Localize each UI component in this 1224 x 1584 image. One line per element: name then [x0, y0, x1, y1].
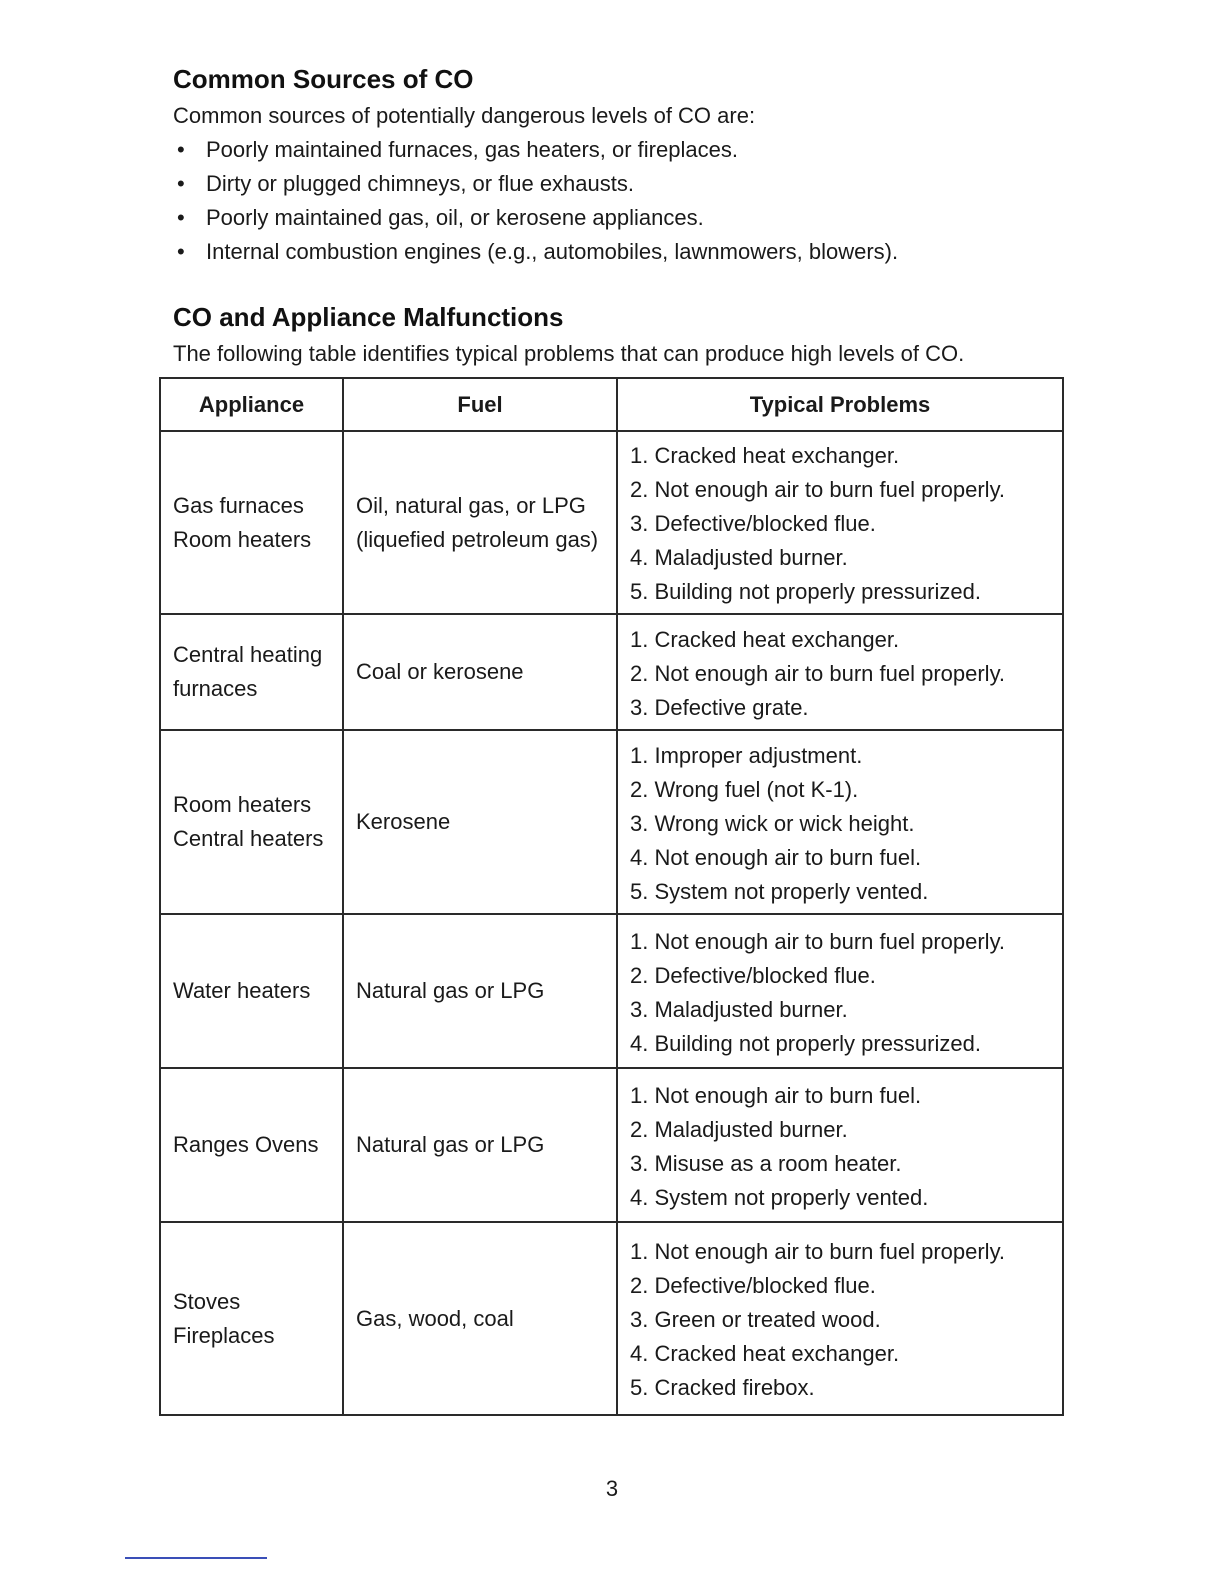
- appliance-cell: [160, 730, 343, 914]
- problem-item: 4. System not properly vented.: [630, 1184, 929, 1210]
- problem-item: 2. Not enough air to burn fuel properly.: [630, 660, 1006, 686]
- appliance-text: Fireplaces: [173, 1322, 275, 1348]
- list-item: [173, 136, 898, 170]
- fuel-text: Gas, wood, coal: [356, 1305, 514, 1331]
- problem-item: 3. Defective grate.: [630, 694, 809, 720]
- table-row: [160, 614, 1063, 730]
- problem-item: 3. Maladjusted burner.: [630, 996, 848, 1022]
- bullet-icon: •: [177, 137, 185, 162]
- appliance-text: Room heaters: [173, 792, 312, 817]
- problems-cell: [617, 914, 1063, 1068]
- appliance-cell: [160, 614, 343, 730]
- fuel-text: Natural gas or LPG: [356, 1132, 545, 1157]
- section-intro-common-sources: Common sources of potentially dangerous levels of CO are:: [173, 103, 756, 128]
- bullet-icon: •: [177, 171, 185, 196]
- problem-item: 5. Cracked firebox.: [630, 1375, 815, 1400]
- problem-item: 2. Wrong fuel (not K-1).: [630, 776, 859, 802]
- table-row: [160, 1222, 1063, 1415]
- appliance-text: Stoves: [173, 1288, 241, 1314]
- problem-item: 2. Not enough air to burn fuel properly.: [630, 477, 1006, 502]
- appliance-text: Central heating: [173, 642, 323, 667]
- appliance-cell: [160, 431, 343, 614]
- column-header-fuel: Fuel: [343, 378, 617, 431]
- column-header-appliance: Appliance: [160, 378, 343, 431]
- list-item: [173, 204, 898, 238]
- problem-item: 2. Defective/blocked flue.: [630, 1273, 876, 1298]
- fuel-cell: [343, 730, 617, 914]
- section-intro-appliance-malfunctions: The following table identifies typical problems that can produce high levels of CO.: [173, 341, 965, 366]
- appliance-cell: [160, 1068, 343, 1222]
- table-row: [160, 730, 1063, 914]
- fuel-cell: [343, 431, 617, 614]
- problem-item: 3. Defective/blocked flue.: [630, 511, 876, 536]
- problem-item: 1. Cracked heat exchanger.: [630, 443, 900, 468]
- list-item-text: Poorly maintained furnaces, gas heaters, or fireplaces.: [206, 137, 738, 162]
- problem-item: 5. Building not properly pressurized.: [630, 579, 981, 604]
- problem-item: 4. Building not properly pressurized.: [630, 1030, 981, 1056]
- fuel-cell: [343, 914, 617, 1068]
- problem-item: 3. Wrong wick or wick height.: [630, 810, 915, 836]
- section-heading-appliance-malfunctions: CO and Appliance Malfunctions: [173, 302, 564, 332]
- list-item-text: Internal combustion engines (e.g., automobiles, lawnmowers, blowers).: [206, 239, 899, 264]
- problem-item: 2. Maladjusted burner.: [630, 1116, 848, 1142]
- table-row: [160, 914, 1063, 1068]
- table-row: [160, 431, 1063, 614]
- appliance-text: Room heaters: [173, 526, 312, 552]
- problem-item: 3. Misuse as a room heater.: [630, 1150, 902, 1176]
- appliance-text: Water heaters: [173, 978, 311, 1003]
- problem-item: 1. Not enough air to burn fuel properly.: [630, 1239, 1006, 1264]
- fuel-cell: [343, 614, 617, 730]
- page-number: 3: [605, 1476, 619, 1501]
- table-row: [160, 1068, 1063, 1222]
- appliance-text: Central heaters: [173, 826, 324, 851]
- problems-cell: [617, 614, 1063, 730]
- fuel-text: Oil, natural gas, or LPG: [356, 492, 586, 518]
- footer-rule: [125, 1557, 267, 1559]
- fuel-cell: [343, 1222, 617, 1415]
- appliance-problems-table: [159, 377, 1064, 1416]
- fuel-text: Coal or kerosene: [356, 659, 524, 684]
- problems-cell: [617, 730, 1063, 914]
- fuel-text: Natural gas or LPG: [356, 978, 545, 1003]
- list-item: [173, 238, 898, 272]
- problem-item: 3. Green or treated wood.: [630, 1307, 881, 1332]
- problem-item: 4. Cracked heat exchanger.: [630, 1341, 900, 1366]
- appliance-cell: [160, 914, 343, 1068]
- problems-cell: [617, 1068, 1063, 1222]
- fuel-text: Kerosene: [356, 809, 451, 834]
- problem-item: 1. Cracked heat exchanger.: [630, 626, 900, 652]
- bullet-icon: •: [177, 239, 185, 264]
- co-sources-list: [173, 136, 898, 272]
- problem-item: 1. Improper adjustment.: [630, 742, 863, 768]
- problem-item: 5. System not properly vented.: [630, 878, 929, 904]
- appliance-text: furnaces: [173, 676, 258, 701]
- problem-item: 4. Maladjusted burner.: [630, 545, 848, 570]
- appliance-text: Ranges Ovens: [173, 1132, 319, 1157]
- list-item-text: Dirty or plugged chimneys, or flue exhausts.: [206, 171, 634, 196]
- table-header-row: [160, 378, 1063, 431]
- appliance-cell: [160, 1222, 343, 1415]
- problems-cell: [617, 431, 1063, 614]
- appliance-text: Gas furnaces: [173, 492, 304, 518]
- problem-item: 4. Not enough air to burn fuel.: [630, 844, 922, 870]
- bullet-icon: •: [177, 205, 185, 230]
- problem-item: 2. Defective/blocked flue.: [630, 962, 876, 988]
- fuel-text: (liquefied petroleum gas): [356, 526, 599, 552]
- problems-cell: [617, 1222, 1063, 1415]
- list-item-text: Poorly maintained gas, oil, or kerosene appliances.: [206, 205, 704, 230]
- problem-item: 1. Not enough air to burn fuel.: [630, 1082, 922, 1108]
- fuel-cell: [343, 1068, 617, 1222]
- section-heading-common-sources: Common Sources of CO: [173, 64, 474, 94]
- column-header-typical-problems: Typical Problems: [617, 378, 1063, 431]
- list-item: [173, 170, 898, 204]
- problem-item: 1. Not enough air to burn fuel properly.: [630, 928, 1006, 954]
